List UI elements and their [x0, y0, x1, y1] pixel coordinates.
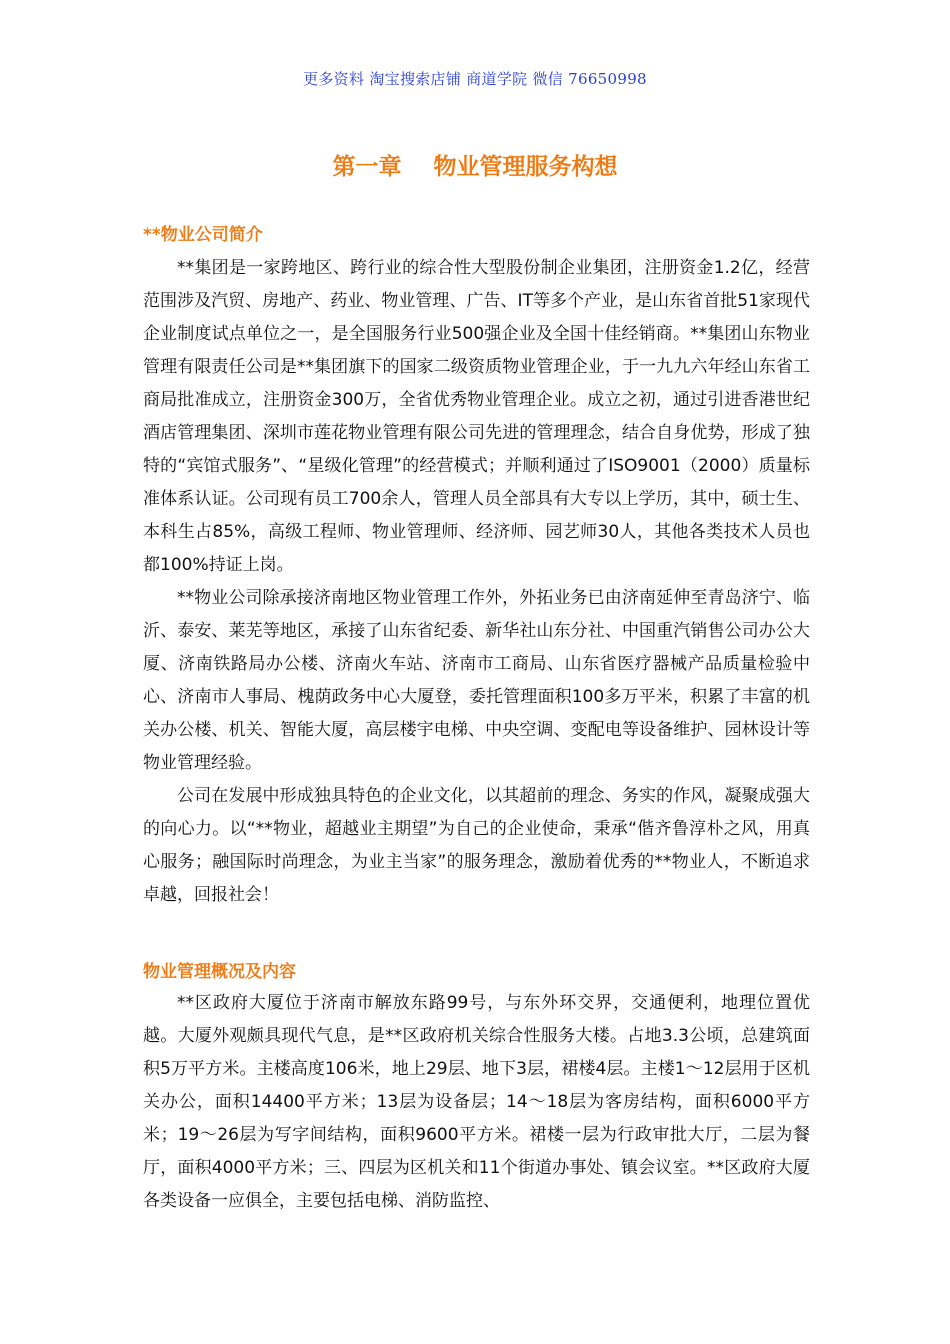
- section-title-company-intro: **物业公司简介: [143, 225, 263, 245]
- paragraph-corporate-culture: 公司在发展中形成独具特色的企业文化，以其超前的理念、务实的作风，凝聚成强大的向心力。以“**物业，超越业主期望”为自己的企业使命，秉承“偕齐鲁淳朴之风，用真心服务；融国际时尚理念，为业主当家”的服务理念，激励着优秀的**物业人，不断追求卓越，回报社会！: [143, 786, 810, 905]
- header-promo-text: 更多资料 淘宝搜索店铺 商道学院 微信 76650998: [303, 70, 647, 88]
- section-company-intro: [143, 220, 810, 912]
- section-management-overview: [143, 957, 810, 1218]
- paragraph-business-scope: **物业公司除承接济南地区物业管理工作外，外拓业务已由济南延伸至青岛济宁、临沂、泰安、莱芜等地区，承接了山东省纪委、新华社山东分社、中国重汽销售公司办公大厦、济南铁路局办公楼、济南火车站、济南市工商局、山东省医疗器械产品质量检验中心、济南市人事局、槐荫政务中心大厦登，委托管理面积100多万平米，积累了丰富的机关办公楼、机关、智能大厦，高层楼宇电梯、中央空调、变配电等设备维护、园林设计等物业管理经验。: [143, 588, 810, 773]
- chapter-title: 第一章 物业管理服务构想: [332, 154, 618, 180]
- paragraph-group-overview: **集团是一家跨地区、跨行业的综合性大型股份制企业集团，注册资金1.2亿，经营范围涉及汽贸、房地产、药业、物业管理、广告、IT等多个产业，是山东省首批51家现代企业制度试点单位之一，是全国服务行业500强企业及全国十佳经销商。**集团山东物业管理有限责任公司是**集团旗下的国家二级资质物业管理企业，于一九九六年经山东省工商局批准成立，注册资金300万，全省优秀物业管理企业。成立之初，通过引进香港世纪酒店管理集团、深圳市莲花物业管理有限公司先进的管理理念，结合自身优势，形成了独特的“宾馆式服务”、“星级化管理”的经营模式；并顺利通过了ISO9001（2000）质量标准体系认证。公司现有员工700余人，管理人员全部具有大专以上学历，其中，硕士生、本科生占85%，高级工程师、物业管理师、经济师、园艺师30人，其他各类技术人员也都100%持证上岗。: [143, 258, 810, 575]
- section-title-management-overview: 物业管理概况及内容: [143, 962, 296, 982]
- paragraph-building-overview: **区政府大厦位于济南市解放东路99号，与东外环交界，交通便利，地理位置优越。大厦外观颇具现代气息，是**区政府机关综合性服务大楼。占地3.3公顷，总建筑面积5万平方米。主楼高度106米，地上29层、地下3层，裙楼4层。主楼1～12层用于区机关办公，面积14400平方米；13层为设备层；14～18层为客房结构，面积6000平方米；19～26层为写字间结构，面积9600平方米。裙楼一层为行政审批大厅，二层为餐厅，面积4000平方米；三、四层为区机关和11个街道办事处、镇会议室。**区政府大厦各类设备一应俱全，主要包括电梯、消防监控、: [143, 993, 810, 1211]
